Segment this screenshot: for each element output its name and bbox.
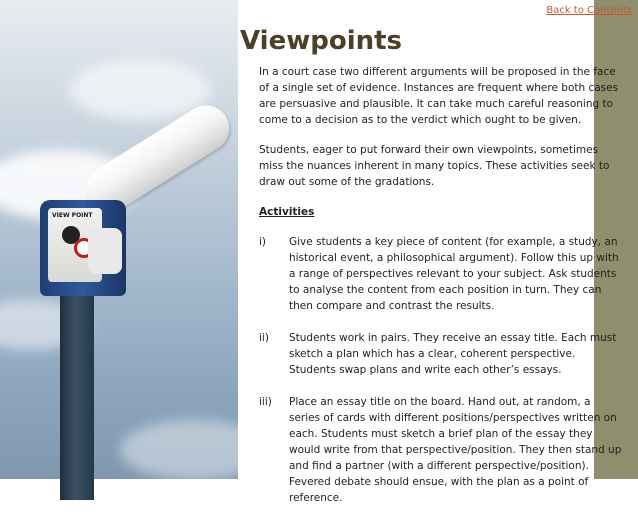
activity-number: ii) — [259, 332, 269, 344]
back-to-contents-link[interactable]: Back to Contents — [546, 5, 632, 16]
slide-body — [259, 64, 622, 522]
viewer-eyepiece — [88, 228, 122, 274]
viewer-pole — [60, 270, 94, 500]
cloud — [120, 420, 270, 480]
intro-paragraph: Students, eager to put forward their own viewpoints, sometimes miss the nuances inherent in many topics. These activities seek to draw out some of the gradations. — [259, 144, 610, 188]
activity-number: iii) — [259, 396, 272, 408]
activities-heading: Activities — [259, 206, 315, 218]
activity-item — [259, 330, 622, 378]
viewpoint-binocular-image — [0, 0, 238, 479]
intro-paragraph: In a court case two different arguments will be proposed in the face of a single set of evidence. Instances are frequent where both cases are persuasive and plausible. It can take much careful reasoning to come to a decision as to the verdict which ought to be given. — [259, 66, 619, 126]
activity-text: Give students a key piece of content (for example, a study, an historical event, a philosophical argument). Follow this up with a range of perspectives relevant to your subject. Ask students to analyse the content from each position in turn. They can then compare and contrast the results. — [289, 236, 619, 312]
viewer-sign-text: VIEW POINT — [52, 212, 93, 219]
activity-item — [259, 394, 622, 506]
page-title: Viewpoints — [240, 26, 403, 56]
activity-text: Students work in pairs. They receive an essay title. Each must sketch a plan which has a clear, coherent perspective. Students swap plans and write each other’s essays. — [289, 332, 617, 376]
activity-item — [259, 234, 622, 314]
activity-text: Place an essay title on the board. Hand out, at random, a series of cards with different positions/perspectives written on each. Students must sketch a brief plan of the essay they would write from that perspective/position. They then stand up and find a partner (with a different perspective/position). Fevered debate should ensue, with the plan as a point of reference. — [289, 396, 622, 504]
activity-number: i) — [259, 236, 267, 248]
